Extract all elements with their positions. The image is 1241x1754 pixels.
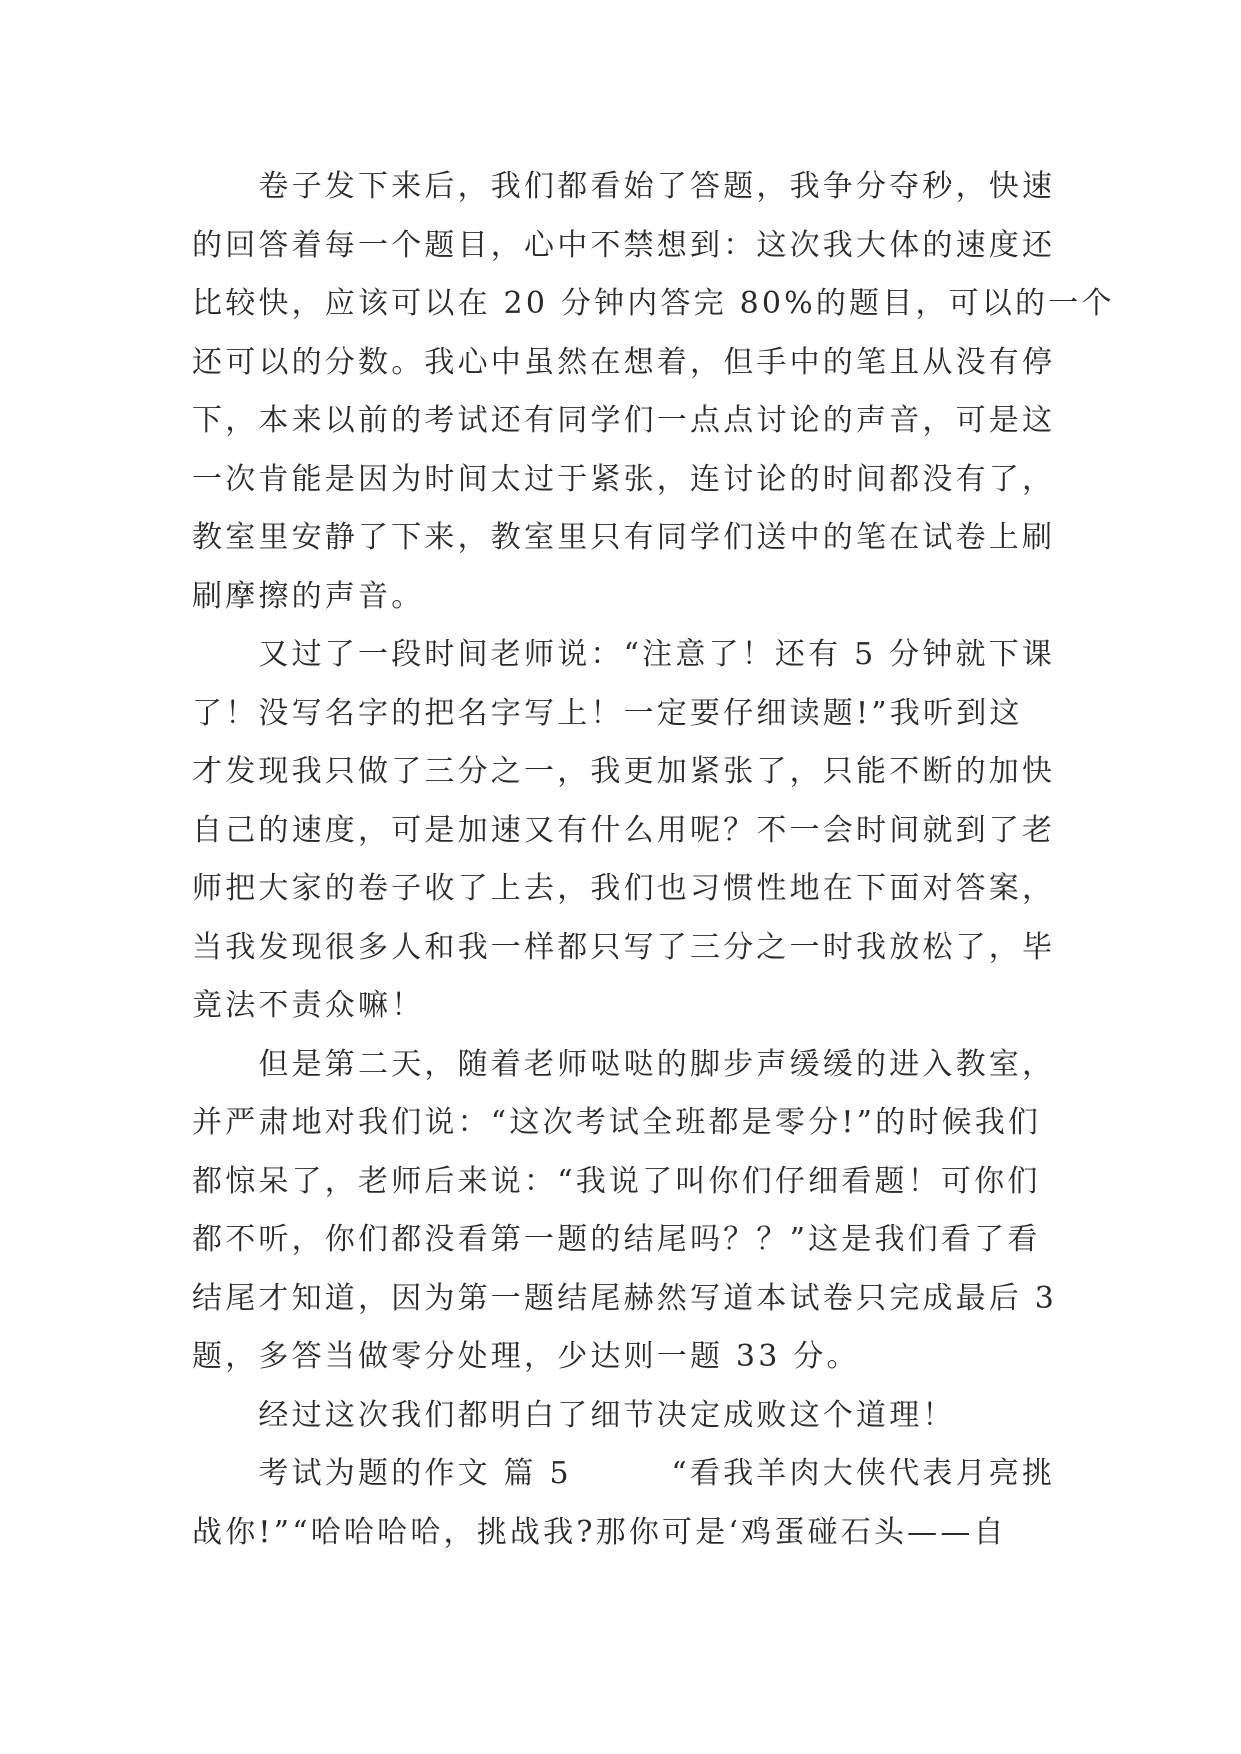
- text-line: 战你!”“哈哈哈哈，挑战我?那你可是‘鸡蛋碰石头——自: [192, 1514, 1007, 1550]
- text-line: 题，多答当做零分处理，少达则一题 33 分。: [192, 1339, 860, 1374]
- text-line: 又过了一段时间老师说：“注意了！还有 5 分钟就下课: [192, 637, 1056, 672]
- text-line: 的回答着每一个题目，心中不禁想到：这次我大体的速度还: [192, 227, 1056, 263]
- text-line: 才发现我只做了三分之一，我更加紧张了，只能不断的加快: [192, 754, 1056, 789]
- text-line: 教室里安静了下来，教室里只有同学们送中的笔在试卷上刷: [192, 520, 1056, 555]
- text-line: 自己的速度，可是加速又有什么用呢？不一会时间就到了老: [192, 812, 1056, 848]
- essay-body: [192, 158, 1115, 1562]
- text-line: 都惊呆了，老师后来说：“我说了叫你们仔细看题！可你们: [192, 1163, 1041, 1199]
- text-line: 了！没写名字的把名字写上！一定要仔细读题!”我听到这: [192, 695, 1023, 731]
- text-line: 经过这次我们都明白了细节决定成败这个道理！: [192, 1397, 956, 1433]
- text-line: 都不听，你们都没看第一题的结尾吗？？”这是我们看了看: [192, 1222, 1041, 1257]
- text-line: 卷子发下来后，我们都看始了答题，我争分夺秒，快速: [192, 169, 1056, 204]
- text-line: 结尾才知道，因为第一题结尾赫然写道本试卷只完成最后 3: [192, 1280, 1058, 1316]
- text-line: 师把大家的卷子收了上去，我们也习惯性地在下面对答案，: [192, 871, 1056, 906]
- text-line: 下，本来以前的考试还有同学们一点点讨论的声音，可是这: [192, 403, 1056, 438]
- text-line: 刷摩擦的声音。: [192, 578, 425, 614]
- text-line: 当我发现很多人和我一样都只写了三分之一时我放松了，毕: [192, 929, 1056, 965]
- text-line: 一次肯能是因为时间太过于紧张，连讨论的时间都没有了，: [192, 461, 1056, 497]
- text-line: 考试为题的作文 篇 5 “看我羊肉大侠代表月亮挑: [192, 1456, 1056, 1491]
- text-line: 但是第二天，随着老师哒哒的脚步声缓缓的进入教室，: [192, 1046, 1056, 1082]
- text-line: 还可以的分数。我心中虽然在想着，但手中的笔且从没有停: [192, 344, 1056, 380]
- text-line: 竟法不责众嘛！: [192, 988, 425, 1023]
- text-line: 并严肃地对我们说：“这次考试全班都是零分!”的时候我们: [192, 1105, 1042, 1140]
- text-line: 比较快，应该可以在 20 分钟内答完 80%的题目，可以的一个: [192, 286, 1115, 321]
